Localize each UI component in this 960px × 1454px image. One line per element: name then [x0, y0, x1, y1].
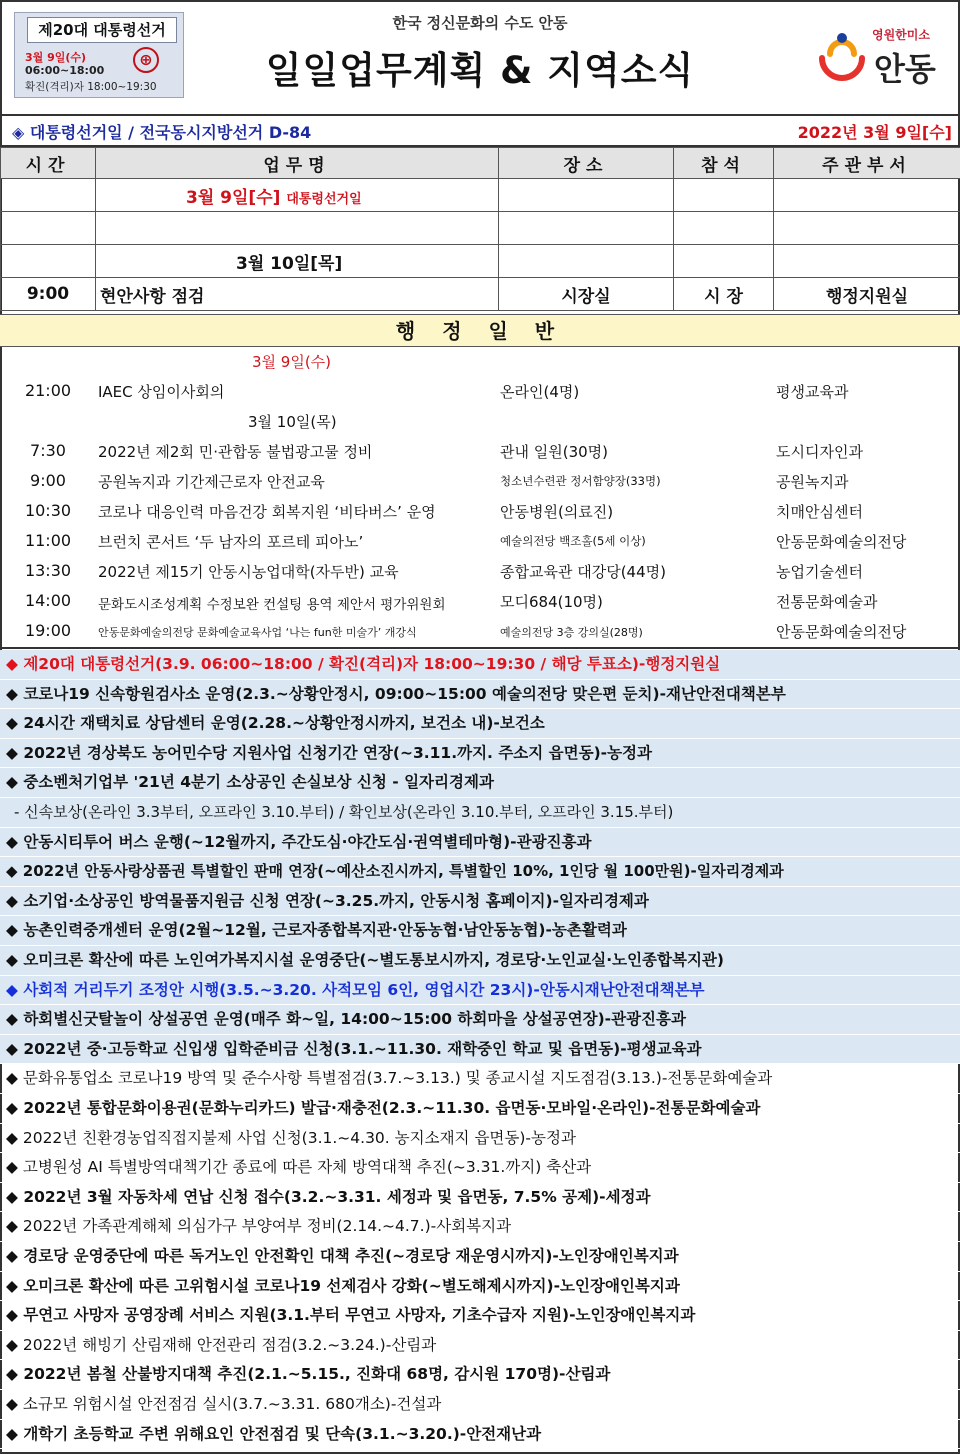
item-dept: 안동문화예술의전당 — [776, 623, 907, 641]
admin-section — [0, 347, 960, 649]
schedule-time: 9:00 — [1, 278, 96, 311]
item-dept: 도시디자인과 — [776, 443, 863, 461]
item-dept: 치매안심센터 — [776, 503, 863, 521]
list-item — [0, 467, 960, 497]
notice-item: ◆ 2022년 해빙기 산림재해 안전관리 점검(3.2.~3.24.)-산림과 — [0, 1331, 960, 1361]
item-place: 예술의전당 백조홀(5세 이상) — [500, 534, 646, 548]
list-item — [0, 437, 960, 467]
notice-item: ◆ 제20대 대통령선거(3.9. 06:00~18:00 / 확진(격리)자 18:00~19:30 / 해당 투표소)-행정지원실 — [0, 650, 960, 680]
notice-item: ◆ 개학기 초등학교 주변 위해요인 안전점검 및 단속(3.1.~3.20.)-안전재난과 — [0, 1420, 960, 1450]
notice-item: ◆ 2022년 친환경농업직접지불제 사업 신청(3.1.~4.30. 농지소재지 읍면동)-농정과 — [0, 1124, 960, 1154]
header-task: 업무명 — [96, 148, 499, 179]
header — [0, 0, 960, 116]
notice-item: ◆ 오미크론 확산에 따른 고위험시설 코로나19 선제검사 강화(~별도해제시까지)-노인장애인복지과 — [0, 1272, 960, 1302]
list-item — [0, 617, 960, 647]
schedule-attend: 시 장 — [674, 278, 774, 311]
notice-item: ◆ 2022년 가족관계해체 의심가구 부양여부 정비(2.14.~4.7.)-사회복지과 — [0, 1212, 960, 1242]
item-time: 14:00 — [24, 591, 72, 610]
schedule-date-1: 3월 9일[수] — [186, 187, 281, 208]
notice-item: ◆ 2022년 봄철 산불방지대책 추진(2.1.~5.15., 진화대 68명, 감시원 170명)-산림과 — [0, 1360, 960, 1390]
notice-item: ◆ 오미크론 확산에 따른 노인여가복지시설 운영중단(~별도통보시까지, 경로당·노인교실·노인종합복지관) — [0, 946, 960, 976]
list-item — [0, 497, 960, 527]
notice-item: ◆ 24시간 재택치료 상담센터 운영(2.28.~상황안정시까지, 보건소 내)-보건소 — [0, 709, 960, 739]
notice-item: ◆ 농촌인력중개센터 운영(2월~12월, 근로자종합복지관·안동농협·남안동농협)-농촌활력과 — [0, 916, 960, 946]
item-name: 2022년 제15기 안동시농업대학(자두반) 교육 — [98, 563, 399, 581]
schedule-date-1-sub: 대통령선거일 — [286, 191, 362, 207]
item-place: 관내 일원(30명) — [500, 443, 609, 461]
item-dept: 전통문화예술과 — [776, 593, 878, 611]
notice-item: ◆ 2022년 3월 자동차세 연납 신청 접수(3.2.~3.31. 세정과 및 읍면동, 7.5% 공제)-세정과 — [0, 1183, 960, 1213]
election-info-box — [14, 12, 184, 98]
notice-item: ◆ 경로당 운영중단에 따른 독거노인 안전확인 대책 추진(~경로당 재운영시까지)-노인장애인복지과 — [0, 1242, 960, 1272]
notice-item: ◆ 무연고 사망자 공영장례 서비스 지원(3.1.부터 무연고 사망자, 기초수급자 지원)-노인장애인복지과 — [0, 1301, 960, 1331]
header-attend: 참석 — [674, 148, 774, 179]
admin-date-2: 3월 10일(목) — [248, 413, 337, 431]
election-confirmed-time: 확진(격리)자 18:00~19:30 — [25, 81, 157, 93]
list-item — [0, 527, 960, 557]
notice-item: ◆ 코로나19 신속항원검사소 운영(2.3.~상황안정시, 09:00~15:00 예술의전당 맞은편 둔치)-재난안전대책본부 — [0, 680, 960, 710]
schedule-table — [0, 147, 960, 311]
item-name: 안동문화예술의전당 문화예술교육사업 ‘나는 fun한 미술가’ 개강식 — [98, 626, 417, 639]
schedule-date-2: 3월 10일[목] — [236, 253, 343, 274]
schedule-dept: 행정지원실 — [774, 278, 960, 311]
list-item — [0, 377, 960, 407]
schedule-header-row — [1, 148, 960, 179]
item-name: IAEC 상임이사회의 — [98, 383, 225, 401]
election-time: 06:00~18:00 — [25, 64, 105, 77]
item-time: 13:30 — [24, 561, 72, 580]
logo-name: 안동 — [874, 50, 936, 88]
notice-item: ◆ 2022년 안동사랑상품권 특별할인 판매 연장(~예산소진시까지, 특별할인 10%, 1인당 월 100만원)-일자리경제과 — [0, 857, 960, 887]
list-item — [0, 587, 960, 617]
item-time: 19:00 — [24, 621, 72, 640]
table-row — [1, 278, 960, 311]
item-dept: 안동문화예술의전당 — [776, 533, 907, 551]
item-time: 7:30 — [30, 441, 66, 460]
item-dept: 공원녹지과 — [776, 473, 849, 491]
notice-item: ◆ 중소벤처기업부 '21년 4분기 소상공인 손실보상 신청 - 일자리경제과 — [0, 768, 960, 798]
notice-item: ◆ 문화유통업소 코로나19 방역 및 준수사항 특별점검(3.7.~3.13.) 및 종교시설 지도점검(3.13.)-전통문화예술과 — [0, 1064, 960, 1094]
schedule-place: 시장실 — [499, 278, 674, 311]
item-place: 예술의전당 3층 강의실(28명) — [500, 626, 643, 639]
election-date: 3월 9일(수) — [25, 51, 87, 64]
item-time: 10:30 — [24, 501, 72, 520]
notice-item: ◆ 2022년 통합문화이용권(문화누리카드) 발급·재충전(2.3.~11.30. 읍면동·모바일·온라인)-전통문화예술과 — [0, 1094, 960, 1124]
item-dept: 농업기술센터 — [776, 563, 863, 581]
notice-item: ◆ 소기업·소상공인 방역물품지원금 신청 연장(~3.25.까지, 안동시청 홈페이지)-일자리경제과 — [0, 887, 960, 917]
dday-left-text: ◈ 대통령선거일 / 전국동시지방선거 D-84 — [12, 123, 312, 142]
admin-section-title: 행 정 일 반 — [0, 314, 960, 347]
dday-bar — [0, 116, 960, 147]
notice-item: ◆ 사회적 거리두기 조정안 시행(3.5.~3.20. 사적모임 6인, 영업시간 23시)-안동시재난안전대책본부 — [0, 976, 960, 1006]
item-name: 2022년 제2회 민·관합동 불법광고물 정비 — [98, 443, 373, 461]
header-dept: 주관부서 — [774, 148, 960, 179]
item-place: 청소년수련관 정서함양장(33명) — [500, 474, 661, 488]
notice-item: ◆ 안동시티투어 버스 운행(~12월까지, 주간도심·야간도심·권역별테마형)-관광진흥과 — [0, 828, 960, 858]
list-item — [0, 557, 960, 587]
item-place: 모디684(10명) — [500, 593, 603, 611]
logo-slogan: 영원한미소 — [872, 28, 930, 42]
header-place: 장소 — [499, 148, 674, 179]
page-title: 일일업무계획 & 지역소식 — [265, 49, 695, 92]
item-time: 9:00 — [30, 471, 66, 490]
item-name: 문화도시조성계획 수정보완 컨설팅 용역 제안서 평가위원회 — [98, 597, 446, 613]
schedule-task: 현안사항 점검 — [96, 278, 499, 311]
item-place: 온라인(4명) — [500, 383, 580, 401]
admin-date-1: 3월 9일(수) — [252, 353, 332, 371]
current-date: 2022년 3월 9일[수] — [797, 123, 952, 142]
notice-item: ◆ 소규모 위험시설 안전점검 실시(3.7.~3.31. 680개소)-건설과 — [0, 1390, 960, 1420]
item-time: 21:00 — [24, 381, 72, 400]
item-name: 공원녹지과 기간제근로자 안전교육 — [98, 473, 325, 491]
table-row — [1, 212, 960, 245]
election-title: 제20대 대통령선거 — [27, 17, 177, 43]
notice-item: ◆ 2022년 중·고등학교 신입생 입학준비금 신청(3.1.~11.30. 재학중인 학교 및 읍면동)-평생교육과 — [0, 1035, 960, 1065]
table-row — [1, 179, 960, 212]
notice-item: ◆ 하회별신굿탈놀이 상설공연 운영(매주 화~일, 14:00~15:00 하회마을 상설공연장)-관광진흥과 — [0, 1005, 960, 1035]
item-place: 종합교육관 대강당(44명) — [500, 563, 666, 581]
item-time: 11:00 — [24, 531, 72, 550]
item-place: 안동병원(의료진) — [500, 503, 614, 521]
item-dept: 평생교육과 — [776, 383, 849, 401]
notice-item: ◆ 고병원성 AI 특별방역대책기간 종료에 따른 자체 방역대책 추진(~3.31.까지) 축산과 — [0, 1153, 960, 1183]
city-slogan: 한국 정신문화의 수도 안동 — [392, 14, 568, 32]
header-time: 시간 — [1, 148, 96, 179]
vote-stamp-icon: ⊕ — [133, 47, 159, 73]
item-name: 브런치 콘서트 ‘두 남자의 포르테 피아노’ — [98, 533, 364, 551]
andong-logo-icon — [812, 24, 872, 84]
item-name: 코로나 대응인력 마음건강 회복지원 ‘비타버스’ 운영 — [98, 503, 436, 521]
notice-item: ◆ 2022년 경상북도 농어민수당 지원사업 신청기간 연장(~3.11.까지. 주소지 읍면동)-농정과 — [0, 739, 960, 769]
notice-sub-item: - 신속보상(온라인 3.3부터, 오프라인 3.10.부터) / 확인보상(온라인 3.10.부터, 오프라인 3.15.부터) — [0, 798, 960, 828]
table-row — [1, 245, 960, 278]
